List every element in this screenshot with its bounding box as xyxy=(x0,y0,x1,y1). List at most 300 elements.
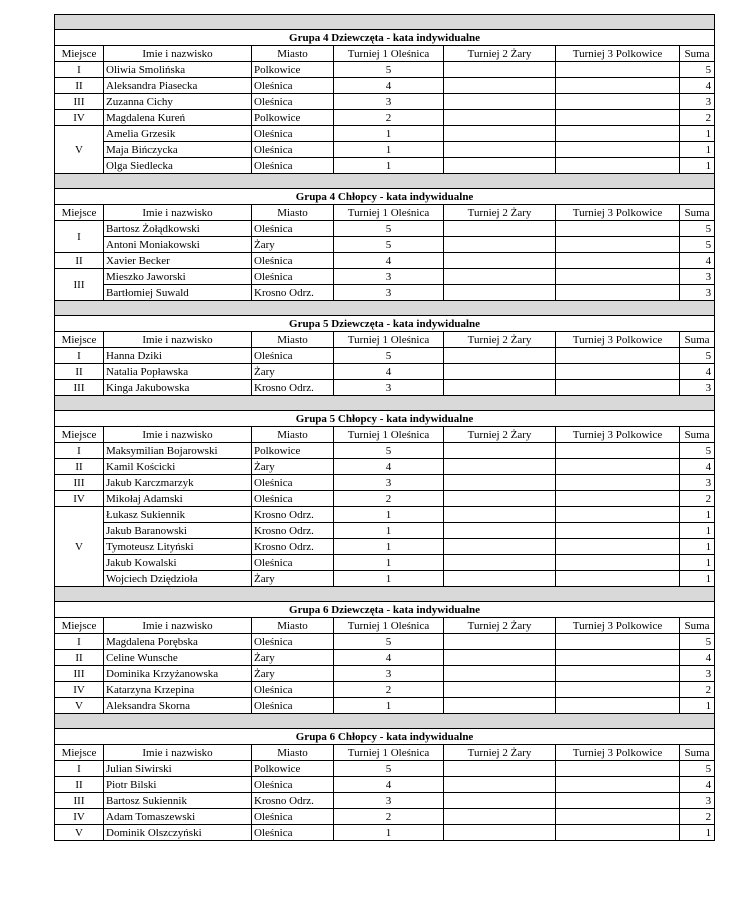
city-cell: Oleśnica xyxy=(252,221,334,237)
section-title: Grupa 4 Dziewczęta - kata indywidualne xyxy=(55,30,715,46)
name-cell: Piotr Bilski xyxy=(104,777,252,793)
column-header: Miasto xyxy=(252,332,334,348)
column-header: Imie i nazwisko xyxy=(104,46,252,62)
city-cell: Polkowice xyxy=(252,62,334,78)
table-row xyxy=(55,110,715,126)
tournament-2-cell xyxy=(444,285,556,301)
city-cell: Oleśnica xyxy=(252,78,334,94)
table-row xyxy=(55,126,715,142)
tournament-1-cell: 2 xyxy=(334,491,444,507)
sum-cell: 5 xyxy=(680,761,715,777)
place-cell: IV xyxy=(55,491,104,507)
table-row xyxy=(55,650,715,666)
tournament-3-cell xyxy=(556,158,680,174)
sum-cell: 1 xyxy=(680,825,715,841)
column-header: Turniej 2 Żary xyxy=(444,205,556,221)
column-header: Turniej 1 Oleśnica xyxy=(334,332,444,348)
separator-cell xyxy=(55,15,715,30)
column-header: Suma xyxy=(680,618,715,634)
tournament-2-cell xyxy=(444,507,556,523)
tournament-1-cell: 1 xyxy=(334,698,444,714)
name-cell: Mikołaj Adamski xyxy=(104,491,252,507)
sum-cell: 2 xyxy=(680,682,715,698)
name-cell: Jakub Karczmarzyk xyxy=(104,475,252,491)
tournament-2-cell xyxy=(444,555,556,571)
results-sheet xyxy=(54,14,714,841)
tournament-2-cell xyxy=(444,650,556,666)
tournament-3-cell xyxy=(556,142,680,158)
section-title: Grupa 6 Chłopcy - kata indywidualne xyxy=(55,729,715,745)
column-header: Turniej 1 Oleśnica xyxy=(334,745,444,761)
place-cell: I xyxy=(55,634,104,650)
city-cell: Polkowice xyxy=(252,443,334,459)
sum-cell: 2 xyxy=(680,110,715,126)
tournament-1-cell: 1 xyxy=(334,523,444,539)
column-header-row xyxy=(55,618,715,634)
sum-cell: 4 xyxy=(680,459,715,475)
tournament-3-cell xyxy=(556,221,680,237)
place-cell: V xyxy=(55,825,104,841)
column-header-row xyxy=(55,46,715,62)
name-cell: Adam Tomaszewski xyxy=(104,809,252,825)
column-header: Turniej 1 Oleśnica xyxy=(334,427,444,443)
name-cell: Zuzanna Cichy xyxy=(104,94,252,110)
name-cell: Mieszko Jaworski xyxy=(104,269,252,285)
name-cell: Oliwia Smolińska xyxy=(104,62,252,78)
tournament-1-cell: 5 xyxy=(334,761,444,777)
city-cell: Żary xyxy=(252,459,334,475)
tournament-2-cell xyxy=(444,221,556,237)
city-cell: Krosno Odrz. xyxy=(252,380,334,396)
city-cell: Oleśnica xyxy=(252,142,334,158)
sum-cell: 5 xyxy=(680,348,715,364)
city-cell: Polkowice xyxy=(252,761,334,777)
column-header: Miejsce xyxy=(55,618,104,634)
place-cell: V xyxy=(55,698,104,714)
tournament-1-cell: 4 xyxy=(334,650,444,666)
tournament-1-cell: 4 xyxy=(334,78,444,94)
column-header: Turniej 1 Oleśnica xyxy=(334,205,444,221)
name-cell: Jakub Baranowski xyxy=(104,523,252,539)
tournament-3-cell xyxy=(556,237,680,253)
table-row xyxy=(55,364,715,380)
tournament-3-cell xyxy=(556,364,680,380)
city-cell: Żary xyxy=(252,650,334,666)
section-separator xyxy=(55,587,715,602)
name-cell: Wojciech Dziędzioła xyxy=(104,571,252,587)
city-cell: Oleśnica xyxy=(252,94,334,110)
sum-cell: 1 xyxy=(680,158,715,174)
table-row xyxy=(55,459,715,475)
tournament-1-cell: 5 xyxy=(334,221,444,237)
tournament-2-cell xyxy=(444,348,556,364)
name-cell: Dominika Krzyżanowska xyxy=(104,666,252,682)
table-row xyxy=(55,507,715,523)
tournament-1-cell: 3 xyxy=(334,475,444,491)
sum-cell: 5 xyxy=(680,221,715,237)
place-cell: V xyxy=(55,507,104,587)
name-cell: Aleksandra Piasecka xyxy=(104,78,252,94)
tournament-3-cell xyxy=(556,809,680,825)
section-title: Grupa 5 Dziewczęta - kata indywidualne xyxy=(55,316,715,332)
table-row xyxy=(55,571,715,587)
place-cell: IV xyxy=(55,809,104,825)
separator-cell xyxy=(55,396,715,411)
column-header: Turniej 3 Polkowice xyxy=(556,46,680,62)
table-row xyxy=(55,94,715,110)
column-header: Suma xyxy=(680,46,715,62)
table-row xyxy=(55,539,715,555)
table-row xyxy=(55,253,715,269)
tournament-1-cell: 1 xyxy=(334,539,444,555)
table-row xyxy=(55,555,715,571)
section-title: Grupa 5 Chłopcy - kata indywidualne xyxy=(55,411,715,427)
name-cell: Olga Siedlecka xyxy=(104,158,252,174)
table-row xyxy=(55,62,715,78)
tournament-1-cell: 2 xyxy=(334,682,444,698)
tournament-1-cell: 4 xyxy=(334,777,444,793)
tournament-2-cell xyxy=(444,761,556,777)
table-row xyxy=(55,634,715,650)
tournament-2-cell xyxy=(444,793,556,809)
column-header: Turniej 3 Polkowice xyxy=(556,745,680,761)
table-row xyxy=(55,809,715,825)
column-header: Miejsce xyxy=(55,332,104,348)
place-cell: III xyxy=(55,666,104,682)
city-cell: Żary xyxy=(252,666,334,682)
place-cell: I xyxy=(55,348,104,364)
sum-cell: 2 xyxy=(680,809,715,825)
sum-cell: 1 xyxy=(680,523,715,539)
place-cell: IV xyxy=(55,110,104,126)
tournament-3-cell xyxy=(556,507,680,523)
tournament-1-cell: 5 xyxy=(334,348,444,364)
name-cell: Dominik Olszczyński xyxy=(104,825,252,841)
tournament-1-cell: 5 xyxy=(334,62,444,78)
tournament-2-cell xyxy=(444,825,556,841)
section-title-row xyxy=(55,189,715,205)
column-header: Imie i nazwisko xyxy=(104,205,252,221)
name-cell: Celine Wunsche xyxy=(104,650,252,666)
table-row xyxy=(55,348,715,364)
tournament-1-cell: 3 xyxy=(334,94,444,110)
column-header: Turniej 3 Polkowice xyxy=(556,332,680,348)
column-header: Suma xyxy=(680,205,715,221)
sum-cell: 5 xyxy=(680,634,715,650)
tournament-3-cell xyxy=(556,539,680,555)
tournament-2-cell xyxy=(444,523,556,539)
tournament-1-cell: 4 xyxy=(334,253,444,269)
tournament-3-cell xyxy=(556,761,680,777)
column-header: Imie i nazwisko xyxy=(104,332,252,348)
sum-cell: 1 xyxy=(680,539,715,555)
name-cell: Łukasz Sukiennik xyxy=(104,507,252,523)
tournament-2-cell xyxy=(444,459,556,475)
place-cell: III xyxy=(55,793,104,809)
sum-cell: 5 xyxy=(680,62,715,78)
sum-cell: 3 xyxy=(680,285,715,301)
column-header: Imie i nazwisko xyxy=(104,745,252,761)
place-cell: II xyxy=(55,78,104,94)
tournament-2-cell xyxy=(444,491,556,507)
results-table xyxy=(54,14,715,841)
section-title-row xyxy=(55,729,715,745)
sum-cell: 1 xyxy=(680,698,715,714)
place-cell: V xyxy=(55,126,104,174)
tournament-3-cell xyxy=(556,94,680,110)
column-header: Suma xyxy=(680,332,715,348)
table-row xyxy=(55,491,715,507)
column-header: Turniej 2 Żary xyxy=(444,427,556,443)
table-row xyxy=(55,793,715,809)
tournament-3-cell xyxy=(556,777,680,793)
table-row xyxy=(55,78,715,94)
tournament-2-cell xyxy=(444,94,556,110)
tournament-1-cell: 3 xyxy=(334,380,444,396)
table-row xyxy=(55,761,715,777)
city-cell: Krosno Odrz. xyxy=(252,507,334,523)
section-title: Grupa 6 Dziewczęta - kata indywidualne xyxy=(55,602,715,618)
tournament-2-cell xyxy=(444,158,556,174)
column-header: Imie i nazwisko xyxy=(104,427,252,443)
city-cell: Krosno Odrz. xyxy=(252,539,334,555)
column-header: Miasto xyxy=(252,745,334,761)
sum-cell: 3 xyxy=(680,380,715,396)
tournament-3-cell xyxy=(556,491,680,507)
tournament-3-cell xyxy=(556,110,680,126)
tournament-3-cell xyxy=(556,348,680,364)
tournament-2-cell xyxy=(444,269,556,285)
sum-cell: 3 xyxy=(680,94,715,110)
tournament-2-cell xyxy=(444,78,556,94)
city-cell: Oleśnica xyxy=(252,158,334,174)
sum-cell: 5 xyxy=(680,443,715,459)
tournament-2-cell xyxy=(444,777,556,793)
place-cell: III xyxy=(55,475,104,491)
tournament-2-cell xyxy=(444,539,556,555)
tournament-3-cell xyxy=(556,523,680,539)
tournament-3-cell xyxy=(556,825,680,841)
section-title-row xyxy=(55,316,715,332)
tournament-1-cell: 1 xyxy=(334,126,444,142)
column-header: Miasto xyxy=(252,618,334,634)
name-cell: Bartłomiej Suwald xyxy=(104,285,252,301)
name-cell: Aleksandra Skorna xyxy=(104,698,252,714)
column-header: Turniej 2 Żary xyxy=(444,332,556,348)
section-separator xyxy=(55,301,715,316)
sum-cell: 5 xyxy=(680,237,715,253)
table-row xyxy=(55,237,715,253)
column-header: Turniej 2 Żary xyxy=(444,46,556,62)
city-cell: Oleśnica xyxy=(252,253,334,269)
tournament-2-cell xyxy=(444,475,556,491)
table-row xyxy=(55,666,715,682)
name-cell: Kinga Jakubowska xyxy=(104,380,252,396)
city-cell: Oleśnica xyxy=(252,825,334,841)
city-cell: Oleśnica xyxy=(252,348,334,364)
sum-cell: 1 xyxy=(680,126,715,142)
tournament-1-cell: 1 xyxy=(334,571,444,587)
place-cell: IV xyxy=(55,682,104,698)
city-cell: Oleśnica xyxy=(252,475,334,491)
tournament-1-cell: 1 xyxy=(334,507,444,523)
tournament-2-cell xyxy=(444,571,556,587)
city-cell: Oleśnica xyxy=(252,126,334,142)
section-separator xyxy=(55,174,715,189)
column-header: Miasto xyxy=(252,205,334,221)
city-cell: Oleśnica xyxy=(252,634,334,650)
place-cell: II xyxy=(55,459,104,475)
tournament-3-cell xyxy=(556,793,680,809)
column-header: Miasto xyxy=(252,427,334,443)
section-separator xyxy=(55,714,715,729)
place-cell: III xyxy=(55,94,104,110)
name-cell: Julian Siwirski xyxy=(104,761,252,777)
section-separator xyxy=(55,396,715,411)
tournament-3-cell xyxy=(556,269,680,285)
tournament-3-cell xyxy=(556,459,680,475)
column-header-row xyxy=(55,745,715,761)
section-title-row xyxy=(55,602,715,618)
tournament-3-cell xyxy=(556,650,680,666)
column-header: Turniej 2 Żary xyxy=(444,618,556,634)
sum-cell: 1 xyxy=(680,555,715,571)
sum-cell: 3 xyxy=(680,475,715,491)
sum-cell: 3 xyxy=(680,666,715,682)
tournament-2-cell xyxy=(444,682,556,698)
place-cell: III xyxy=(55,269,104,301)
name-cell: Antoni Moniakowski xyxy=(104,237,252,253)
place-cell: I xyxy=(55,761,104,777)
table-row xyxy=(55,825,715,841)
place-cell: III xyxy=(55,380,104,396)
tournament-1-cell: 1 xyxy=(334,555,444,571)
column-header: Imie i nazwisko xyxy=(104,618,252,634)
name-cell: Magdalena Porębska xyxy=(104,634,252,650)
tournament-3-cell xyxy=(556,571,680,587)
tournament-3-cell xyxy=(556,475,680,491)
name-cell: Hanna Dziki xyxy=(104,348,252,364)
tournament-2-cell xyxy=(444,62,556,78)
column-header: Suma xyxy=(680,745,715,761)
name-cell: Kamil Kościcki xyxy=(104,459,252,475)
table-row xyxy=(55,269,715,285)
separator-cell xyxy=(55,714,715,729)
column-header: Turniej 3 Polkowice xyxy=(556,618,680,634)
tournament-2-cell xyxy=(444,253,556,269)
tournament-3-cell xyxy=(556,126,680,142)
city-cell: Żary xyxy=(252,571,334,587)
column-header: Miejsce xyxy=(55,427,104,443)
sum-cell: 4 xyxy=(680,253,715,269)
tournament-2-cell xyxy=(444,698,556,714)
sum-cell: 4 xyxy=(680,78,715,94)
city-cell: Oleśnica xyxy=(252,777,334,793)
tournament-2-cell xyxy=(444,380,556,396)
sum-cell: 1 xyxy=(680,142,715,158)
sum-cell: 4 xyxy=(680,650,715,666)
table-row xyxy=(55,523,715,539)
tournament-3-cell xyxy=(556,78,680,94)
section-title-row xyxy=(55,30,715,46)
tournament-2-cell xyxy=(444,110,556,126)
tournament-1-cell: 3 xyxy=(334,666,444,682)
name-cell: Xavier Becker xyxy=(104,253,252,269)
city-cell: Żary xyxy=(252,237,334,253)
tournament-1-cell: 3 xyxy=(334,793,444,809)
city-cell: Krosno Odrz. xyxy=(252,523,334,539)
place-cell: I xyxy=(55,221,104,253)
tournament-1-cell: 1 xyxy=(334,142,444,158)
city-cell: Oleśnica xyxy=(252,269,334,285)
tournament-3-cell xyxy=(556,666,680,682)
section-title: Grupa 4 Chłopcy - kata indywidualne xyxy=(55,189,715,205)
place-cell: I xyxy=(55,62,104,78)
tournament-1-cell: 5 xyxy=(334,237,444,253)
column-header: Turniej 2 Żary xyxy=(444,745,556,761)
place-cell: II xyxy=(55,253,104,269)
table-row xyxy=(55,158,715,174)
name-cell: Amelia Grzesik xyxy=(104,126,252,142)
separator-cell xyxy=(55,587,715,602)
tournament-2-cell xyxy=(444,364,556,380)
section-separator xyxy=(55,15,715,30)
name-cell: Tymoteusz Lityński xyxy=(104,539,252,555)
place-cell: I xyxy=(55,443,104,459)
table-row xyxy=(55,443,715,459)
tournament-1-cell: 1 xyxy=(334,158,444,174)
tournament-3-cell xyxy=(556,698,680,714)
tournament-3-cell xyxy=(556,682,680,698)
tournament-1-cell: 2 xyxy=(334,809,444,825)
column-header-row xyxy=(55,427,715,443)
city-cell: Oleśnica xyxy=(252,491,334,507)
city-cell: Żary xyxy=(252,364,334,380)
tournament-1-cell: 3 xyxy=(334,269,444,285)
tournament-2-cell xyxy=(444,634,556,650)
tournament-2-cell xyxy=(444,666,556,682)
sum-cell: 3 xyxy=(680,269,715,285)
name-cell: Katarzyna Krzepina xyxy=(104,682,252,698)
column-header-row xyxy=(55,332,715,348)
tournament-1-cell: 4 xyxy=(334,364,444,380)
table-row xyxy=(55,285,715,301)
tournament-1-cell: 5 xyxy=(334,443,444,459)
table-row xyxy=(55,698,715,714)
name-cell: Magdalena Kureń xyxy=(104,110,252,126)
sum-cell: 3 xyxy=(680,793,715,809)
tournament-2-cell xyxy=(444,142,556,158)
table-row xyxy=(55,221,715,237)
column-header: Turniej 3 Polkowice xyxy=(556,427,680,443)
column-header: Miejsce xyxy=(55,205,104,221)
separator-cell xyxy=(55,301,715,316)
place-cell: II xyxy=(55,650,104,666)
tournament-1-cell: 2 xyxy=(334,110,444,126)
tournament-2-cell xyxy=(444,809,556,825)
table-row xyxy=(55,380,715,396)
city-cell: Oleśnica xyxy=(252,809,334,825)
sum-cell: 2 xyxy=(680,491,715,507)
tournament-1-cell: 5 xyxy=(334,634,444,650)
place-cell: II xyxy=(55,777,104,793)
column-header-row xyxy=(55,205,715,221)
place-cell: II xyxy=(55,364,104,380)
table-row xyxy=(55,142,715,158)
column-header: Turniej 3 Polkowice xyxy=(556,205,680,221)
name-cell: Maja Bińczycka xyxy=(104,142,252,158)
tournament-2-cell xyxy=(444,443,556,459)
